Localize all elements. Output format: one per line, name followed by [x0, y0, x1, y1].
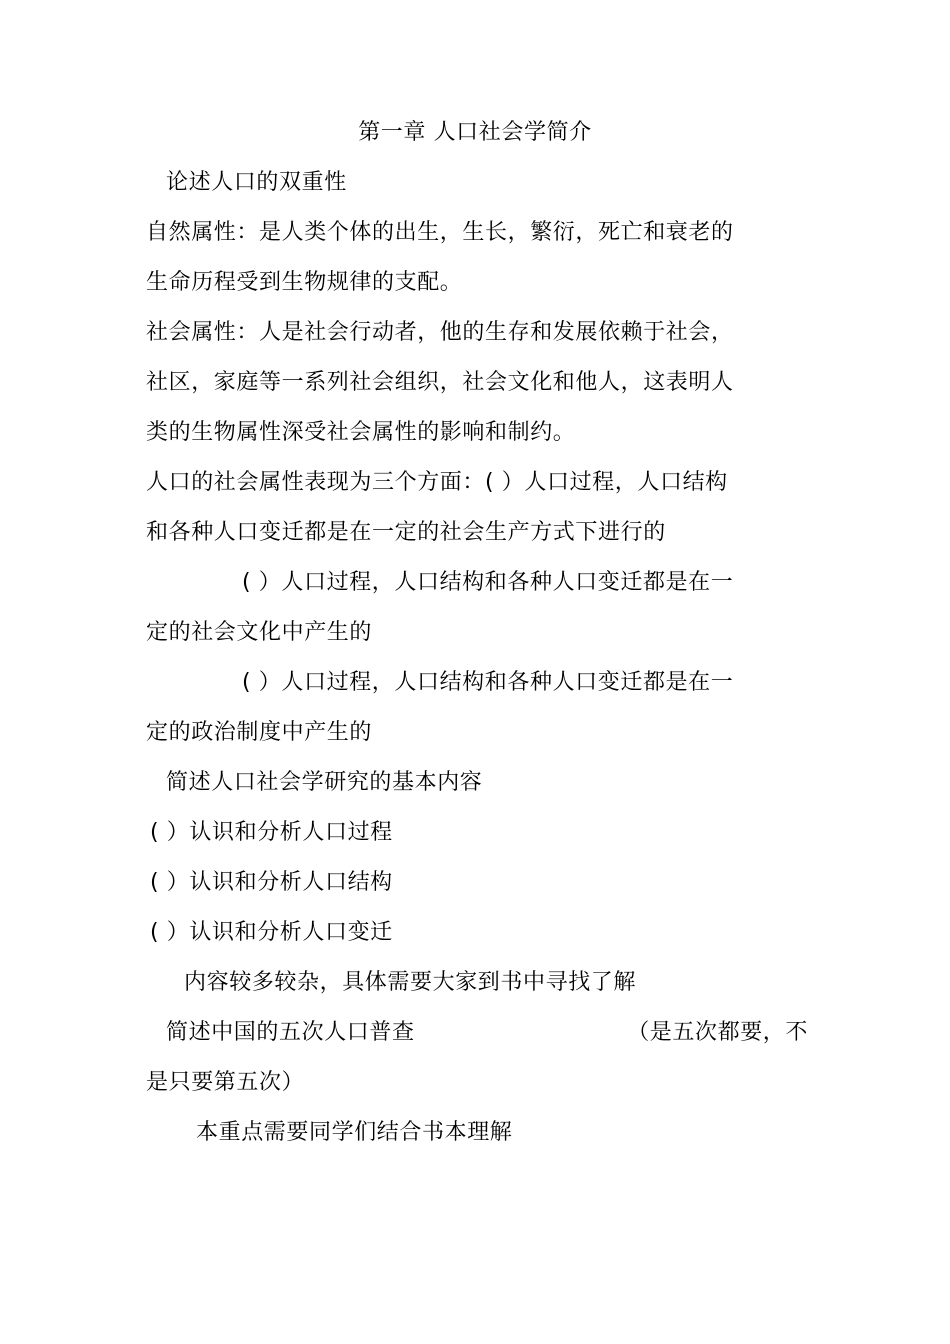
paragraph-line: 生命历程受到生物规律的支配。	[146, 270, 463, 295]
paragraph-line: 自然属性：是人类个体的出生，生长，繁衍，死亡和衰老的	[146, 220, 734, 245]
paragraph-line: 定的社会文化中产生的	[146, 620, 373, 645]
section-heading-content: 简述人口社会学研究的基本内容	[166, 770, 483, 795]
paragraph-line: 是只要第五次）	[146, 1070, 305, 1095]
list-item: ( ）认识和分析人口变迁	[150, 920, 393, 945]
paragraph-line: 和各种人口变迁都是在一定的社会生产方式下进行的	[146, 520, 666, 545]
paragraph-line: 类的生物属性深受社会属性的影响和制约。	[146, 420, 576, 445]
paragraph-line: 定的政治制度中产生的	[146, 720, 373, 745]
list-item: ( ）认识和分析人口过程	[150, 820, 393, 845]
paragraph-line: ( ）人口过程，人口结构和各种人口变迁都是在一	[242, 570, 734, 595]
note-text: 本重点需要同学们结合书本理解	[196, 1120, 513, 1145]
section-heading-census-row	[166, 1018, 808, 1048]
chapter-title: 第一章 人口社会学简介	[358, 120, 592, 145]
section-heading-duality: 论述人口的双重性	[166, 170, 347, 195]
paragraph-line: 人口的社会属性表现为三个方面：( ）人口过程，人口结构	[146, 470, 728, 495]
paragraph-line: 社区，家庭等一系列社会组织，社会文化和他人，这表明人	[146, 370, 734, 395]
note-text: 内容较多较杂，具体需要大家到书中寻找了解	[184, 970, 637, 995]
list-item: ( ）认识和分析人口结构	[150, 870, 393, 895]
paragraph-line: 社会属性：人是社会行动者，他的生存和发展依赖于社会，	[146, 320, 734, 345]
section-heading-census: 简述中国的五次人口普查	[166, 1020, 415, 1045]
paragraph-line: ( ）人口过程，人口结构和各种人口变迁都是在一	[242, 670, 734, 695]
census-aside: （是五次都要，不	[627, 1020, 808, 1045]
